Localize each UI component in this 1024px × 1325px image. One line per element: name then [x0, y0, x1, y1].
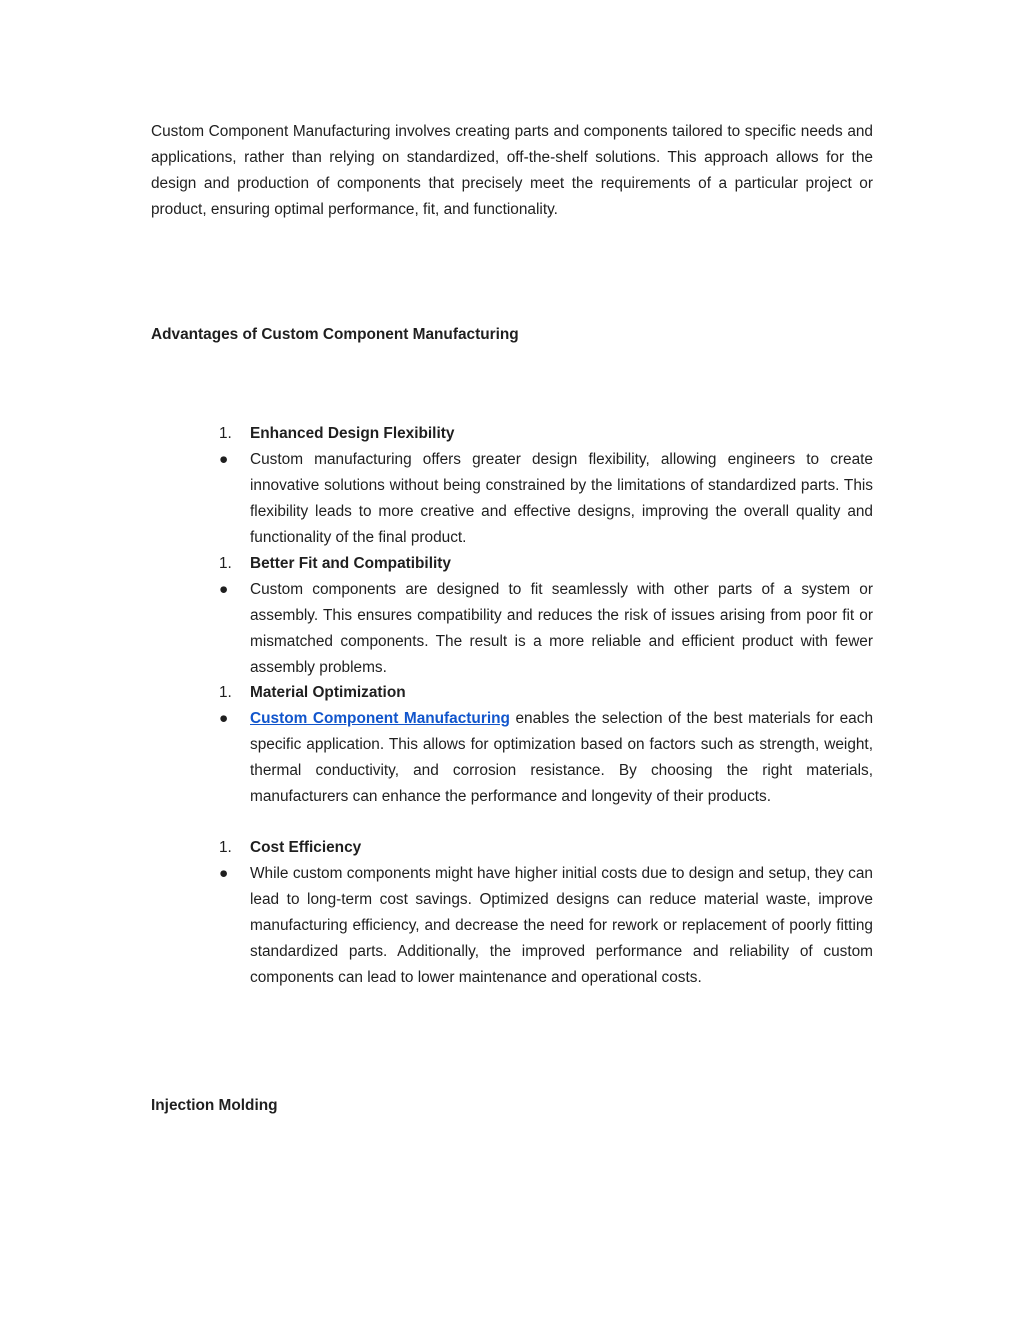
bullet-icon: ●: [219, 710, 229, 727]
advantages-list: [151, 421, 873, 1021]
intro-paragraph: Custom Component Manufacturing involves creating parts and components tailored to specific needs and applications, rather than relying on standardized, off-the-shelf solutions. This approach allows for the design and production of components that precisely meet the requirements of a particular project or product, ensuring optimal performance, fit, and functionality.: [151, 123, 873, 218]
list-item-heading: Enhanced Design Flexibility: [250, 425, 455, 442]
section-heading-advantages: Advantages of Custom Component Manufacturing: [151, 326, 519, 343]
list-item-body: Custom components are designed to fit seamlessly with other parts of a system or assembly. This ensures compatibility and reduces the risk of issues arising from poor fit or mismatched components. The result is a more reliable and efficient product with fewer assembly problems.: [250, 581, 873, 676]
list-item-body: [250, 706, 873, 810]
list-item-body-text: enables the selection of the best materials for each specific application. This allows for optimization based on factors such as strength, weight, thermal conductivity, and corrosion resistance. By choosing the right materials, manufacturers can enhance the performance and longevity of their products.: [250, 710, 873, 805]
bullet-icon: ●: [219, 581, 229, 598]
list-number: 1.: [219, 684, 232, 701]
list-item-body: Custom manufacturing offers greater design flexibility, allowing engineers to create innovative solutions without being constrained by the limitations of standardized parts. This flexibility leads to more creative and effective designs, improving the overall quality and functionality of the final product.: [250, 451, 873, 546]
list-number: 1.: [219, 425, 232, 442]
list-number: 1.: [219, 839, 232, 856]
custom-component-manufacturing-link[interactable]: Custom Component Manufacturing: [250, 710, 510, 727]
bullet-icon: ●: [219, 865, 229, 882]
list-item-body: While custom components might have higher initial costs due to design and setup, they can lead to long-term cost savings. Optimized designs can reduce material waste, improve manufacturing efficiency, and decrease the need for rework or replacement of poorly fitting standardized parts. Additionally, the improved performance and reliability of custom components can lead to lower maintenance and operational costs.: [250, 865, 873, 986]
bullet-icon: ●: [219, 451, 229, 468]
list-item-heading: Material Optimization: [250, 684, 406, 701]
list-number: 1.: [219, 555, 232, 572]
section-heading-injection-molding: Injection Molding: [151, 1097, 278, 1114]
list-item-heading: Better Fit and Compatibility: [250, 555, 451, 572]
list-item-heading: Cost Efficiency: [250, 839, 362, 856]
